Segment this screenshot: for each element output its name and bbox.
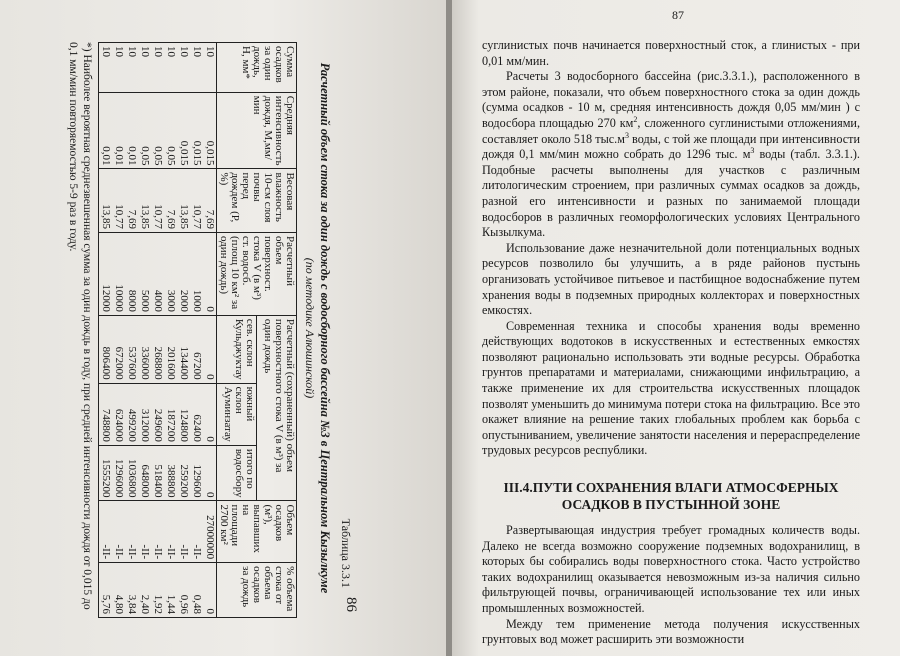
table-cell-h: 10 [112,43,125,93]
table-cell-m: 0,01 [125,92,138,169]
left-page [0,0,448,656]
table-cell-s2: 187200 [164,383,177,445]
table-cell-p: 10,77 [112,169,125,233]
header-saved-volume-group: Расчетный (сохраненный) объем поверхностного стока V (в м³) за один дождь [257,315,297,501]
table-cell-vol: -II- [99,501,113,563]
header-north-slope: сев. склон Кульджуктау [217,315,257,383]
paragraph-3: Использование даже незначительной доли потенциальных водных ресурсов позволило бы улучшить, а в ряде районов пустынь организовать устойчивое питьевое и пастбищное водоснабжение путем хранения воды в подземных природных коллекторах и поверхностных емкостях. [482,240,860,318]
table-cell-pct: 0,96 [177,563,190,618]
header-precip-volume: Объем осадков (м³), выпавших на площади 2700 км² [217,501,297,563]
table-cell-p: 13,85 [138,169,151,233]
table-footnote: *) Наиболее вероятная среднезвешенная сумма за один дождь в году, при средней интенсивности дождя от 0,015 до 0,1 мм/мин повторяемостью 5-9 раз в году. [67,42,93,610]
table-caption: Расчетный объем стока за один дождь с водосборного бассейна №3 в Центральном Кызылкуме [318,62,332,594]
table-cell-s2: 249600 [151,383,164,445]
table-cell-h: 10 [177,43,190,93]
table-cell-pct: 4,80 [112,563,125,618]
table-cell-pct: 3,84 [125,563,138,618]
header-runoff-volume: Расчетный объем поверхност. стока V (в м³) ст. водосб. (площ 10 км² за один дождь) [217,233,297,316]
table-cell-v: 4000 [151,233,164,316]
table-cell-s1: 336000 [138,315,151,383]
table-body [99,43,217,618]
table-cell-vol: -II- [112,501,125,563]
paragraph-2: Расчеты 3 водосборного бассейна (рис.3.3.1.), расположенного в этом районе, показали, что объем поверхностного стока за один дождь (сумма осадков - 10 м, средняя интенсивность дождя 0,05 мм/мин ) с водосбора площадью 270 $км^2$, сложенного суглинистыми отложениями, составляет около 518 $тыс.м^3$ воды, с той же площади при интенсивности дождя 0,1 мм/мин можно собрать до 1296 тыс. $м^3$ воды (табл. 3.3.1.). Подобные расчеты выполнены для участков с различным литологическим строением, при различных суммах осадков за дождь, разной его интенсивности и разных по занимаемой площади водосборов в различных геоморфологических условиях Центрального Кызылкума. [482,69,860,240]
table-cell-s1: 0 [203,315,217,383]
table-cell-vol: 27000000 [203,501,217,563]
left-page-number: 86 [343,597,359,612]
header-runoff-percent: % объема стока от объема осадков за дождь [217,563,297,618]
table-cell-pct: 2,40 [138,563,151,618]
table-cell-h: 10 [190,43,203,93]
table-cell-s1: 201600 [164,315,177,383]
table-cell-vol: -II- [151,501,164,563]
rotated-table-block [30,38,359,618]
table-cell-s1: 537600 [125,315,138,383]
table-cell-m: 0,01 [99,92,113,169]
table-cell-m: 0,05 [164,92,177,169]
table-row [203,43,217,618]
table-cell-s3: 648000 [138,445,151,501]
table-cell-v: 12000 [99,233,113,316]
table-cell-s3: 259200 [177,445,190,501]
table-cell-p: 10,77 [190,169,203,233]
table-cell-s3: 1036800 [125,445,138,501]
table-cell-v: 10000 [112,233,125,316]
table-cell-v: 0 [203,233,217,316]
paragraph-4: Современная техника и способы хранения воды временно действующих водотоков в искусственных и естественных емкостях позволяют рационально использовать эти водные ресурсы. Обработка грунтов препаратами и материалами, снижающими инфильтрацию, а также применение их для строительства искусственных площадок позволят уменьшить до минимума потери стока на фильтрацию. Все это окажет влияние на решение таких глобальных проблем как борьба с опустыниванием, увеличение занятости населения и перераспределение трудовых ресурсов республики. [482,318,860,458]
table-cell-p: 7,69 [164,169,177,233]
table-row [190,43,203,618]
table-cell-p: 7,69 [125,169,138,233]
table-cell-pct: 0,48 [190,563,203,618]
table-cell-s2: 624000 [112,383,125,445]
table-header-row [257,43,297,618]
table-cell-s3: 0 [203,445,217,501]
table-cell-s2: 748800 [99,383,113,445]
table-cell-s3: 1555200 [99,445,113,501]
table-cell-m: 0,05 [138,92,151,169]
table-cell-m: 0,015 [203,92,217,169]
table-cell-v: 5000 [138,233,151,316]
table-cell-vol: -II- [177,501,190,563]
paragraph-5: Развертывающая индустрия требует громадных количеств воды. Далеко не всегда возможно сооружение подземных водохранилищ, в которых бы собирались воды поверхностного стока. Часто устройство таких водохранилищ оказывается невозможным из-за наличия сильно фильтрующей почвы, ограничивающей использование тех или иных промышленных возможностей. [482,523,860,615]
table-caption-sub: (по методике Алюшинской) [303,257,317,399]
table-cell-p: 13,85 [177,169,190,233]
table-cell-v: 2000 [177,233,190,316]
table-cell-s1: 67200 [190,315,203,383]
header-intensity: Средняя интенсивность дождя, М,мм/мин [217,92,297,169]
table-cell-s2: 62400 [190,383,203,445]
table-cell-vol: -II- [138,501,151,563]
table-label: Таблица 3.3.1 [339,518,353,588]
paragraph-1: суглинистых почв начинается поверхностный сток, а глинистых - при 0,01 мм/мин. [482,38,860,68]
table-cell-h: 10 [164,43,177,93]
table-cell-m: 0,015 [190,92,203,169]
table-cell-s2: 499200 [125,383,138,445]
table-cell-s3: 518400 [151,445,164,501]
table-cell-h: 10 [151,43,164,93]
table-cell-p: 13,85 [99,169,113,233]
section-heading: III.4.ПУТИ СОХРАНЕНИЯ ВЛАГИ АТМОСФЕРНЫХ ОСАДКОВ В ПУСТЫННОЙ ЗОНЕ [503,480,839,513]
table-cell-pct: 1,92 [151,563,164,618]
paragraph-6: Между тем применение метода получения искусственных грунтовых вод может расширить эти возможности [482,616,860,647]
table-row [112,43,125,618]
table-cell-h: 10 [125,43,138,93]
table-cell-s1: 134400 [177,315,190,383]
table-cell-vol: -II- [164,501,177,563]
table-cell-s1: 672000 [112,315,125,383]
header-total: итого по водосбору [217,445,257,501]
table-row [164,43,177,618]
right-page-number: 87 [672,8,684,22]
table-cell-s3: 129600 [190,445,203,501]
table-cell-m: 0,015 [177,92,190,169]
table-cell-p: 7,69 [203,169,217,233]
header-south-slope: южный склон Ауминзатау [217,383,257,445]
table-cell-s3: 1296000 [112,445,125,501]
table-cell-s1: 268800 [151,315,164,383]
table-cell-vol: -II- [190,501,203,563]
table-cell-h: 10 [138,43,151,93]
table-row [151,43,164,618]
table-cell-h: 10 [99,43,113,93]
header-moisture: Весовая влажность 10-см слоя почвы перед дождем (Р, %) [217,169,297,233]
header-rain-sum: Сумма осадков за один дождь, Н, мм* [217,43,297,93]
table-cell-pct: 5,76 [99,563,113,618]
table-cell-s2: 124800 [177,383,190,445]
table-cell-s2: 312000 [138,383,151,445]
table-row [177,43,190,618]
table-row [99,43,113,618]
body-text [482,38,860,648]
table-cell-v: 1000 [190,233,203,316]
table-cell-pct: 1,44 [164,563,177,618]
table-cell-pct: 0 [203,563,217,618]
table-cell-s3: 388800 [164,445,177,501]
table-cell-v: 8000 [125,233,138,316]
table-cell-h: 10 [203,43,217,93]
table-cell-vol: -II- [125,501,138,563]
table-cell-s1: 806400 [99,315,113,383]
table-cell-p: 10,77 [151,169,164,233]
table-cell-m: 0,05 [151,92,164,169]
table-cell-s2: 0 [203,383,217,445]
runoff-table [98,42,297,618]
table-row [125,43,138,618]
right-page [452,0,900,656]
table-cell-v: 3000 [164,233,177,316]
table-cell-m: 0,01 [112,92,125,169]
table-row [138,43,151,618]
